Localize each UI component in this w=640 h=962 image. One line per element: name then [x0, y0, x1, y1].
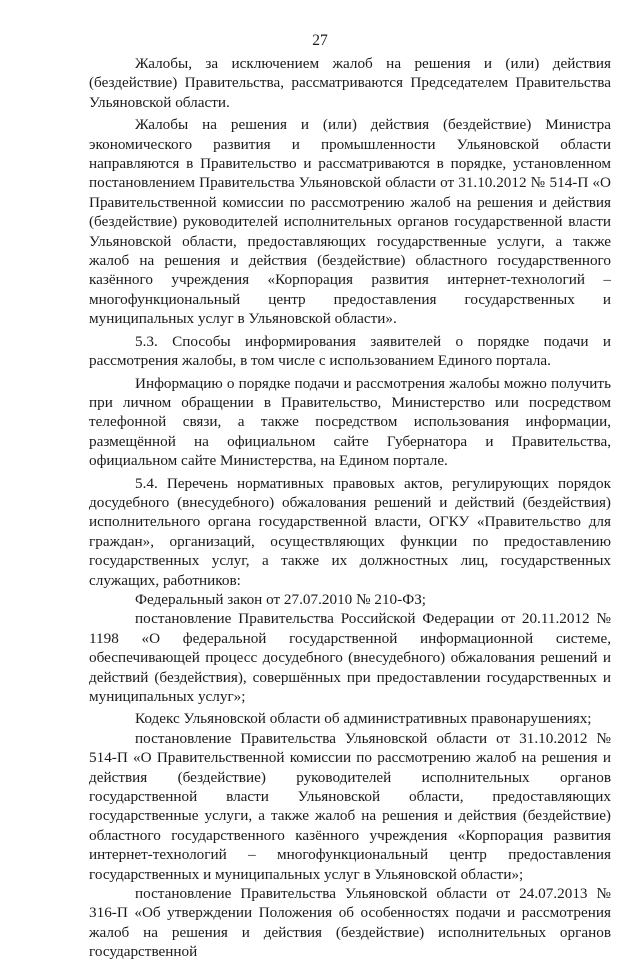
paragraph-section-5-3: 5.3. Способы информирования заявителей о порядке подачи и рассмотрения жалобы, в том числе с использованием Единого портала.: [89, 332, 611, 370]
list-item-administrative-code: Кодекс Ульяновской области об административных правонарушениях;: [135, 710, 592, 728]
paragraph-complaints-minister: Жалобы на решения и (или) действия (бездействие) Министра экономического развития и промышленности Ульяновской области направляются в Правительство и рассматриваются в порядке, установленном постановлением Правительства Ульяновской области от 31.10.2012 № 514-П «О Правительственной комиссии по рассмотрению жалоб на решения и действия (бездействие) руководителей исполнительных органов государственной власти Ульяновской области, предоставляющих государственные услуги, а также жалоб на решения и действия (бездействие) областного государственного казённого учреждения «Корпорация развития интернет-технологий – многофункциональный центр предоставления государственных и муниципальных услуг в Ульяновской области».: [89, 116, 611, 328]
list-item-federal-law: Федеральный закон от 27.07.2010 № 210-ФЗ;: [135, 590, 427, 608]
paragraph-complaints-chairman: Жалобы, за исключением жалоб на решения и (или) действия (бездействие) Правительства, рассматриваются Председателем Правительства Ульяновской области.: [89, 55, 611, 111]
paragraph-information-methods: Информацию о порядке подачи и рассмотрения жалобы можно получить при личном обращении в Правительство, Министерство или посредством телефонной связи, а также посредством использования информации, размещённой на официальном сайте Губернатора и Правительства, официальном сайте Министерства, на Едином портале.: [89, 374, 611, 470]
document-body: [89, 54, 611, 962]
list-item-resolution-514p: постановление Правительства Ульяновской области от 31.10.2012 № 514-П «О Правительственной комиссии по рассмотрению жалоб на решения и действия (бездействие) руководителей исполнительных органов государственной власти Ульяновской области, предоставляющих государственные услуги, а также жалоб на решения и действия (бездействие) областного государственного казённого учреждения «Корпорация развития интернет-технологий – многофункциональный центр предоставления государственных и муниципальных услуг в Ульяновской области»;: [89, 729, 611, 883]
list-item-resolution-316p: постановление Правительства Ульяновской области от 24.07.2013 № 316-П «Об утверждении Положения об особенностях подачи и рассмотрения жалоб на решения и действия (бездействие) исполнительных органов государственной: [89, 885, 611, 961]
page-number: 27: [312, 32, 328, 49]
list-item-government-resolution-1198: постановление Правительства Российской Федерации от 20.11.2012 № 1198 «О федеральной государственной информационной системе, обеспечивающей процесс досудебного (внесудебного) обжалования решений и действий (бездействия), совершённых при предоставлении государственных и муниципальных услуг»;: [89, 610, 611, 705]
paragraph-section-5-4: 5.4. Перечень нормативных правовых актов, регулирующих порядок досудебного (внесудебного) обжалования решений и действий (бездействия) исполнительного органа государственной власти, ОГКУ «Правительство для граждан», организаций, осуществляющих функции по предоставлению государственных услуг, а также их должностных лиц, государственных служащих, работников:: [89, 474, 611, 589]
